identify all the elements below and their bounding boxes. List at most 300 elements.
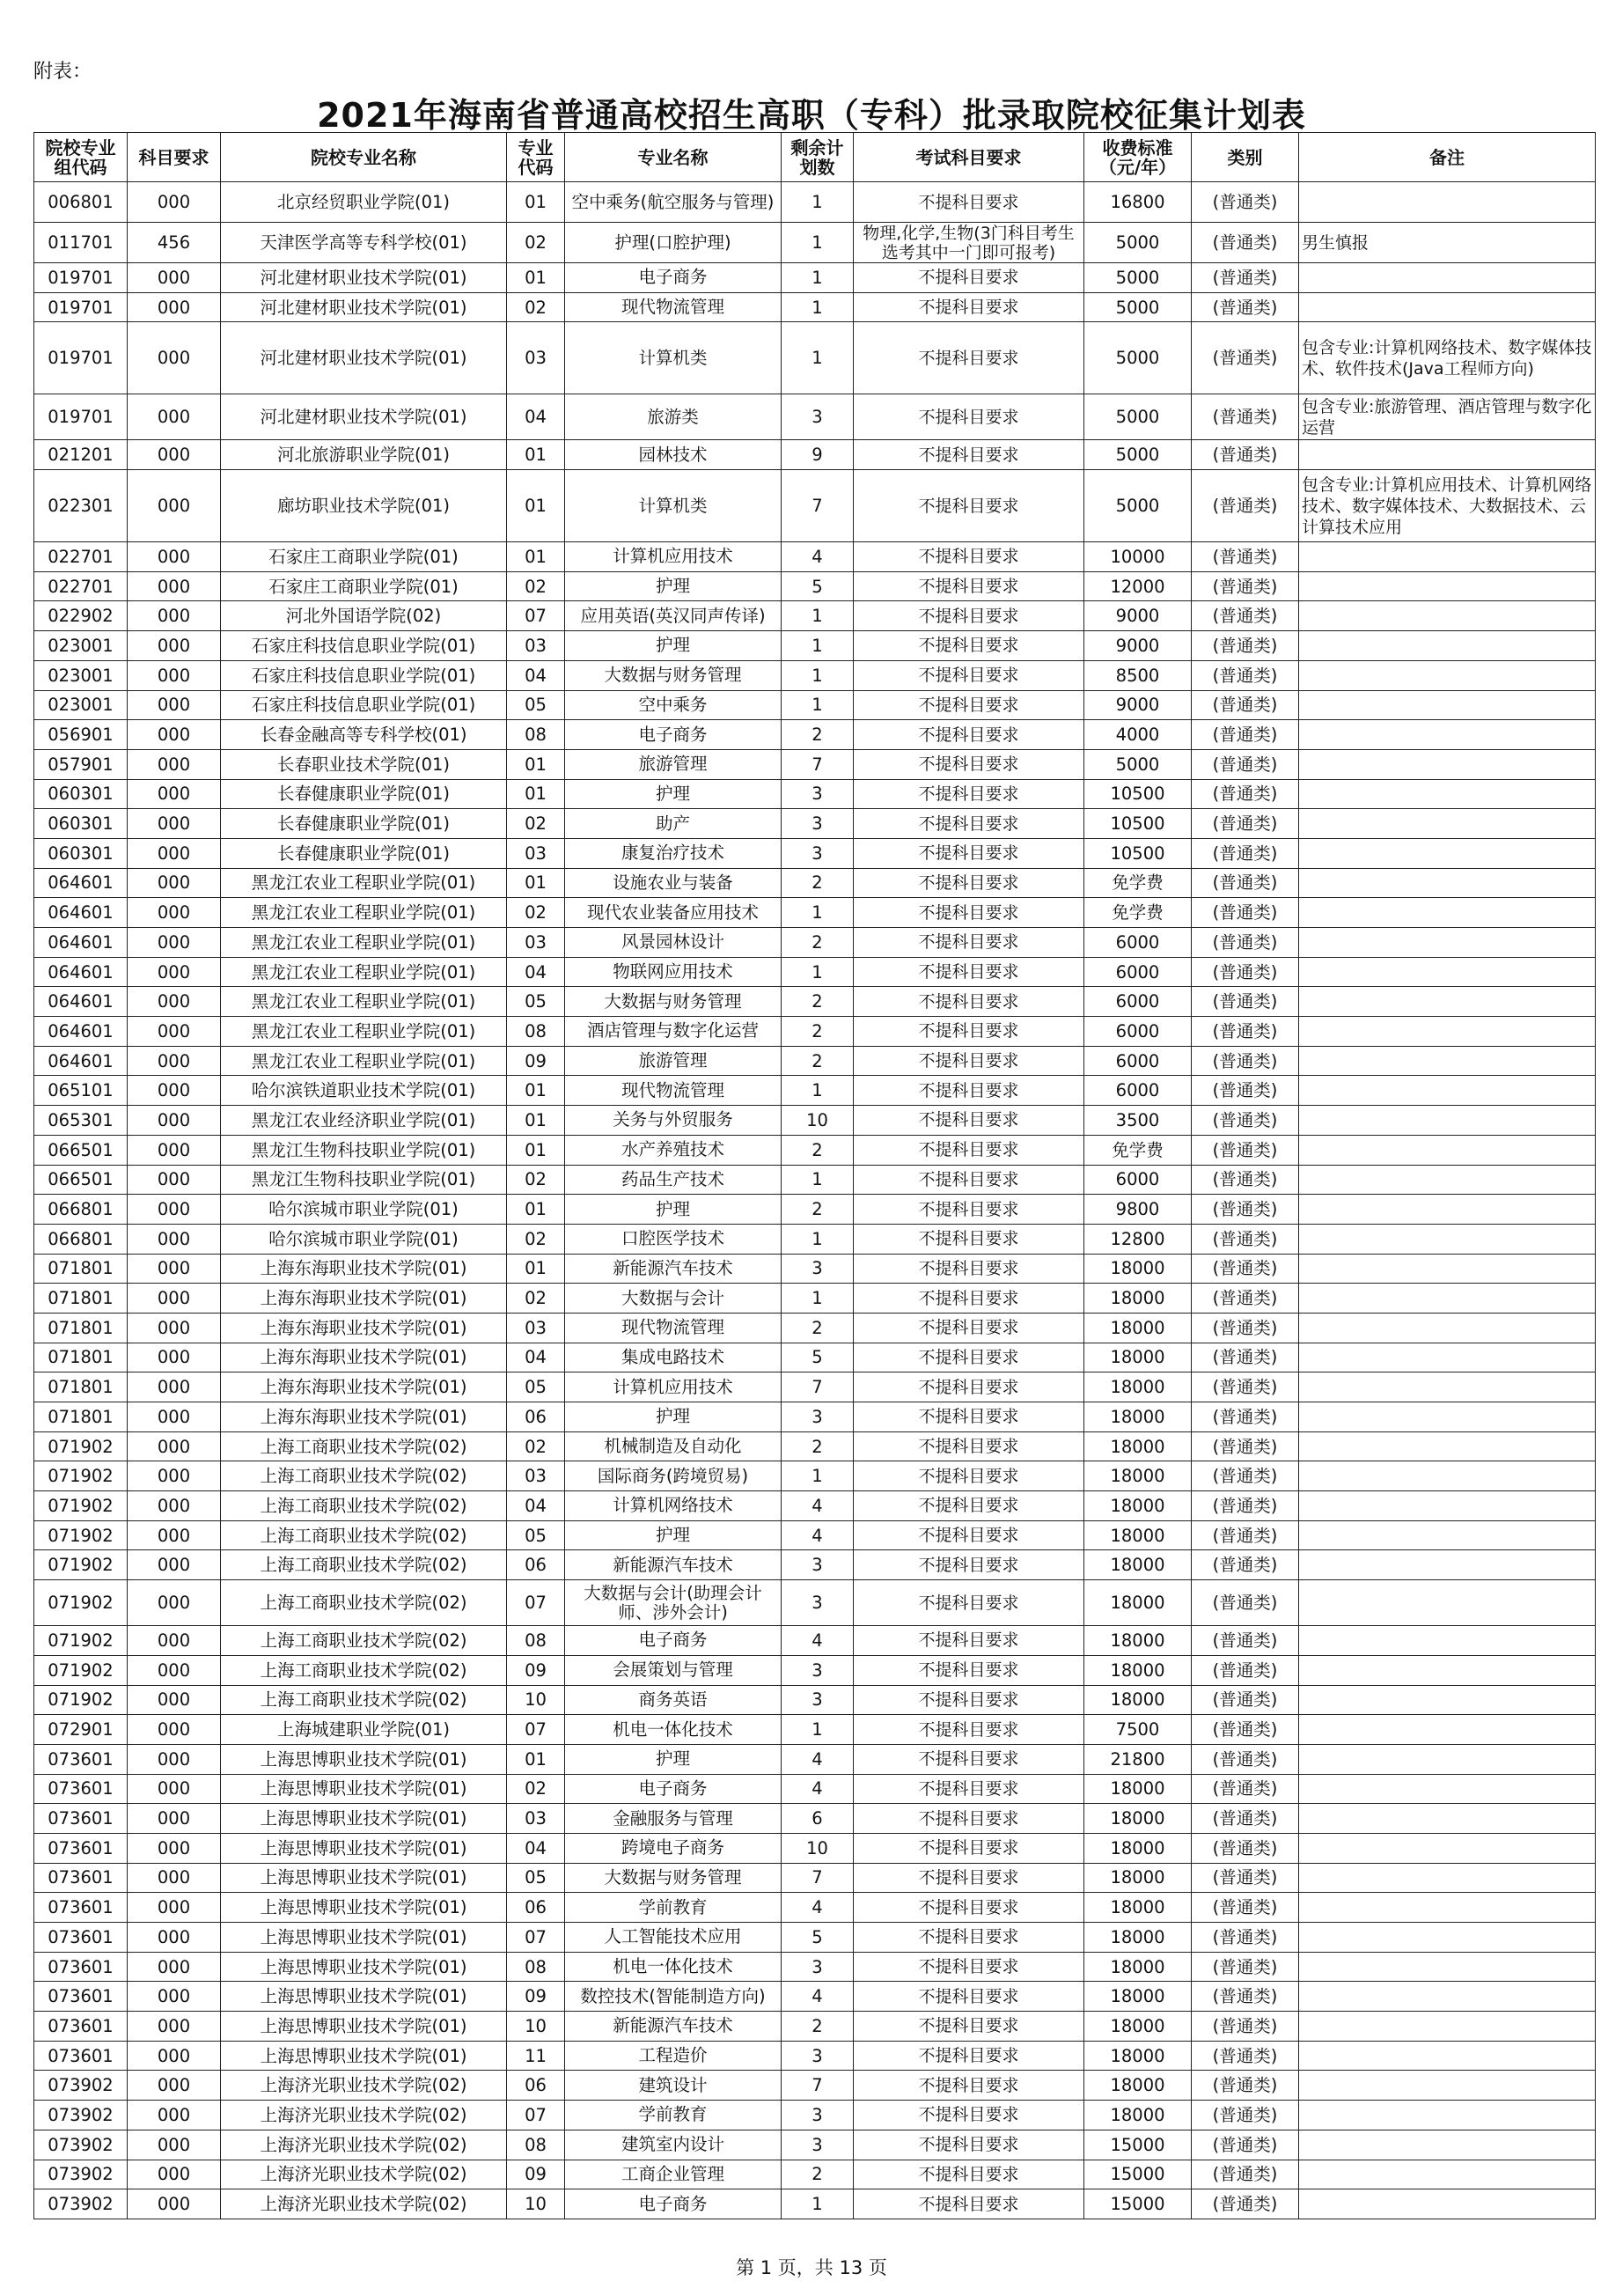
cell-fee: 15000 [1084, 2189, 1192, 2219]
cell-major-code: 01 [507, 1076, 565, 1106]
cell-school-name: 上海城建职业学院(01) [221, 1715, 507, 1745]
cell-subject-req: 000 [128, 263, 221, 293]
cell-category: (普通类) [1192, 1106, 1299, 1136]
cell-remaining: 1 [782, 1076, 854, 1106]
cell-exam-subjects: 不提科目要求 [854, 571, 1084, 601]
cell-remaining: 3 [782, 779, 854, 809]
cell-remarks: 包含专业:计算机应用技术、计算机网络技术、数字媒体技术、大数据技术、云计算技术应用 [1299, 470, 1596, 542]
cell-remarks: 男生慎报 [1299, 223, 1596, 263]
cell-remarks [1299, 1893, 1596, 1923]
cell-remaining: 2 [782, 2160, 854, 2189]
cell-remaining: 1 [782, 660, 854, 690]
cell-category: (普通类) [1192, 1195, 1299, 1225]
cell-remaining: 3 [782, 1685, 854, 1715]
cell-major-name: 关务与外贸服务 [565, 1106, 782, 1136]
cell-remarks [1299, 1491, 1596, 1521]
cell-subject-req: 000 [128, 292, 221, 322]
cell-group-code: 022701 [34, 571, 128, 601]
cell-remaining: 2 [782, 1313, 854, 1343]
cell-subject-req: 000 [128, 1982, 221, 2012]
table-row [34, 2012, 1596, 2042]
cell-category: (普通类) [1192, 957, 1299, 987]
cell-fee: 18000 [1084, 1923, 1192, 1953]
cell-major-code: 01 [507, 440, 565, 470]
cell-remaining: 3 [782, 1580, 854, 1626]
cell-major-code: 08 [507, 2130, 565, 2160]
cell-exam-subjects: 不提科目要求 [854, 1284, 1084, 1314]
cell-major-code: 04 [507, 394, 565, 440]
cell-subject-req: 000 [128, 2160, 221, 2189]
cell-group-code: 064601 [34, 1017, 128, 1047]
cell-remaining: 1 [782, 631, 854, 661]
cell-group-code: 023001 [34, 660, 128, 690]
cell-category: (普通类) [1192, 1135, 1299, 1165]
cell-fee: 21800 [1084, 1744, 1192, 1774]
cell-major-name: 机电一体化技术 [565, 1952, 782, 1982]
cell-remaining: 5 [782, 571, 854, 601]
table-row [34, 1313, 1596, 1343]
cell-major-code: 08 [507, 1952, 565, 1982]
cell-remarks [1299, 1076, 1596, 1106]
cell-category: (普通类) [1192, 779, 1299, 809]
cell-fee: 18000 [1084, 1431, 1192, 1461]
cell-fee: 7500 [1084, 1715, 1192, 1745]
cell-major-name: 机械制造及自动化 [565, 1431, 782, 1461]
cell-school-name: 上海思博职业技术学院(01) [221, 1833, 507, 1863]
cell-school-name: 长春金融高等专科学校(01) [221, 720, 507, 750]
cell-group-code: 072901 [34, 1715, 128, 1745]
cell-school-name: 上海思博职业技术学院(01) [221, 1744, 507, 1774]
cell-group-code: 023001 [34, 690, 128, 720]
cell-school-name: 上海济光职业技术学院(02) [221, 2101, 507, 2130]
cell-major-name: 护理 [565, 1744, 782, 1774]
cell-group-code: 006801 [34, 182, 128, 223]
cell-remaining: 2 [782, 1195, 854, 1225]
cell-subject-req: 000 [128, 1744, 221, 1774]
cell-school-name: 上海工商职业技术学院(02) [221, 1461, 507, 1491]
cell-exam-subjects: 不提科目要求 [854, 2130, 1084, 2160]
cell-exam-subjects: 不提科目要求 [854, 2012, 1084, 2042]
cell-remarks [1299, 631, 1596, 661]
cell-major-code: 08 [507, 1017, 565, 1047]
cell-category: (普通类) [1192, 1491, 1299, 1521]
cell-school-name: 上海思博职业技术学院(01) [221, 2041, 507, 2071]
cell-major-name: 电子商务 [565, 263, 782, 293]
cell-category: (普通类) [1192, 928, 1299, 958]
cell-group-code: 071902 [34, 1520, 128, 1550]
cell-exam-subjects: 不提科目要求 [854, 2189, 1084, 2219]
cell-category: (普通类) [1192, 690, 1299, 720]
cell-fee: 18000 [1084, 1343, 1192, 1372]
cell-major-code: 10 [507, 2189, 565, 2219]
cell-remaining: 2 [782, 720, 854, 750]
cell-group-code: 071801 [34, 1402, 128, 1432]
cell-major-name: 工程造价 [565, 2041, 782, 2071]
cell-group-code: 064601 [34, 898, 128, 928]
cell-fee: 15000 [1084, 2130, 1192, 2160]
cell-major-code: 03 [507, 1804, 565, 1834]
cell-remarks [1299, 2160, 1596, 2189]
cell-category: (普通类) [1192, 263, 1299, 293]
cell-fee: 6000 [1084, 1076, 1192, 1106]
cell-category: (普通类) [1192, 1254, 1299, 1284]
cell-group-code: 022902 [34, 601, 128, 631]
cell-subject-req: 000 [128, 1923, 221, 1953]
cell-exam-subjects: 不提科目要求 [854, 1017, 1084, 1047]
cell-subject-req: 000 [128, 1491, 221, 1521]
cell-subject-req: 000 [128, 1774, 221, 1804]
table-row [34, 1224, 1596, 1254]
cell-school-name: 河北建材职业技术学院(01) [221, 322, 507, 394]
cell-major-name: 酒店管理与数字化运营 [565, 1017, 782, 1047]
cell-subject-req: 000 [128, 1520, 221, 1550]
cell-remarks [1299, 809, 1596, 839]
cell-major-name: 会展策划与管理 [565, 1655, 782, 1685]
cell-school-name: 长春健康职业学院(01) [221, 809, 507, 839]
cell-remaining: 1 [782, 957, 854, 987]
cell-exam-subjects: 不提科目要求 [854, 1046, 1084, 1076]
cell-fee: 18000 [1084, 1655, 1192, 1685]
cell-fee: 12800 [1084, 1224, 1192, 1254]
cell-school-name: 上海思博职业技术学院(01) [221, 1952, 507, 1982]
table-row [34, 1402, 1596, 1432]
cell-exam-subjects: 不提科目要求 [854, 898, 1084, 928]
cell-fee: 6000 [1084, 1017, 1192, 1047]
table-row [34, 631, 1596, 661]
cell-subject-req: 000 [128, 868, 221, 898]
cell-group-code: 064601 [34, 957, 128, 987]
cell-fee: 6000 [1084, 1046, 1192, 1076]
cell-major-name: 康复治疗技术 [565, 838, 782, 868]
cell-major-name: 大数据与财务管理 [565, 987, 782, 1017]
cell-major-name: 护理 [565, 1520, 782, 1550]
cell-major-name: 计算机应用技术 [565, 542, 782, 572]
cell-remaining: 1 [782, 601, 854, 631]
cell-major-code: 03 [507, 1313, 565, 1343]
cell-subject-req: 000 [128, 1254, 221, 1284]
cell-fee: 5000 [1084, 292, 1192, 322]
cell-remarks [1299, 292, 1596, 322]
cell-exam-subjects: 不提科目要求 [854, 660, 1084, 690]
cell-major-name: 电子商务 [565, 720, 782, 750]
cell-fee: 18000 [1084, 1863, 1192, 1893]
cell-major-code: 02 [507, 292, 565, 322]
cell-exam-subjects: 不提科目要求 [854, 868, 1084, 898]
cell-remaining: 3 [782, 1402, 854, 1432]
cell-category: (普通类) [1192, 809, 1299, 839]
cell-exam-subjects: 不提科目要求 [854, 1343, 1084, 1372]
cell-subject-req: 000 [128, 928, 221, 958]
cell-exam-subjects: 不提科目要求 [854, 470, 1084, 542]
cell-fee: 9000 [1084, 601, 1192, 631]
cell-remaining: 3 [782, 1952, 854, 1982]
cell-category: (普通类) [1192, 1017, 1299, 1047]
cell-subject-req: 000 [128, 440, 221, 470]
table-row [34, 1343, 1596, 1372]
cell-remarks [1299, 1520, 1596, 1550]
cell-group-code: 065101 [34, 1076, 128, 1106]
cell-remaining: 3 [782, 2130, 854, 2160]
cell-subject-req: 000 [128, 1893, 221, 1923]
cell-group-code: 071902 [34, 1685, 128, 1715]
cell-remarks [1299, 1804, 1596, 1834]
cell-fee: 5000 [1084, 394, 1192, 440]
cell-school-name: 北京经贸职业学院(01) [221, 182, 507, 223]
table-row [34, 809, 1596, 839]
cell-fee: 10000 [1084, 542, 1192, 572]
cell-subject-req: 000 [128, 1106, 221, 1136]
cell-subject-req: 000 [128, 987, 221, 1017]
cell-exam-subjects: 不提科目要求 [854, 263, 1084, 293]
cell-school-name: 上海济光职业技术学院(02) [221, 2160, 507, 2189]
cell-school-name: 河北建材职业技术学院(01) [221, 292, 507, 322]
cell-fee: 5000 [1084, 749, 1192, 779]
cell-exam-subjects: 不提科目要求 [854, 809, 1084, 839]
cell-subject-req: 000 [128, 720, 221, 750]
cell-remarks [1299, 1626, 1596, 1656]
cell-major-code: 01 [507, 1106, 565, 1136]
cell-exam-subjects: 不提科目要求 [854, 2041, 1084, 2071]
cell-remaining: 1 [782, 1461, 854, 1491]
cell-group-code: 022301 [34, 470, 128, 542]
cell-major-name: 计算机网络技术 [565, 1491, 782, 1521]
table-row [34, 292, 1596, 322]
cell-major-code: 02 [507, 1224, 565, 1254]
cell-remarks [1299, 2012, 1596, 2042]
cell-fee: 免学费 [1084, 1135, 1192, 1165]
table-row [34, 1952, 1596, 1982]
cell-subject-req: 000 [128, 1313, 221, 1343]
cell-exam-subjects: 不提科目要求 [854, 1195, 1084, 1225]
cell-subject-req: 000 [128, 2041, 221, 2071]
cell-remaining: 1 [782, 1165, 854, 1195]
cell-category: (普通类) [1192, 1224, 1299, 1254]
cell-major-name: 护理 [565, 571, 782, 601]
cell-major-code: 04 [507, 1833, 565, 1863]
cell-school-name: 上海济光职业技术学院(02) [221, 2130, 507, 2160]
cell-group-code: 060301 [34, 838, 128, 868]
cell-subject-req: 000 [128, 470, 221, 542]
table-row [34, 660, 1596, 690]
cell-exam-subjects: 不提科目要求 [854, 1626, 1084, 1656]
cell-category: (普通类) [1192, 2130, 1299, 2160]
cell-fee: 4000 [1084, 720, 1192, 750]
cell-subject-req: 000 [128, 1165, 221, 1195]
cell-group-code: 057901 [34, 749, 128, 779]
table-row [34, 838, 1596, 868]
cell-category: (普通类) [1192, 542, 1299, 572]
cell-category: (普通类) [1192, 1520, 1299, 1550]
cell-exam-subjects: 不提科目要求 [854, 2160, 1084, 2189]
cell-category: (普通类) [1192, 1431, 1299, 1461]
cell-exam-subjects: 物理,化学,生物(3门科目考生选考其中一门即可报考) [854, 223, 1084, 263]
cell-major-name: 设施农业与装备 [565, 868, 782, 898]
cell-remaining: 10 [782, 1106, 854, 1136]
cell-exam-subjects: 不提科目要求 [854, 1461, 1084, 1491]
cell-fee: 18000 [1084, 1313, 1192, 1343]
cell-fee: 6000 [1084, 928, 1192, 958]
cell-subject-req: 000 [128, 1046, 221, 1076]
cell-remarks [1299, 1685, 1596, 1715]
table-row [34, 1982, 1596, 2012]
table-row [34, 868, 1596, 898]
cell-major-name: 跨境电子商务 [565, 1833, 782, 1863]
cell-major-code: 02 [507, 1165, 565, 1195]
cell-group-code: 066501 [34, 1135, 128, 1165]
cell-exam-subjects: 不提科目要求 [854, 1520, 1084, 1550]
cell-school-name: 长春健康职业学院(01) [221, 838, 507, 868]
cell-category: (普通类) [1192, 1655, 1299, 1685]
table-row [34, 1372, 1596, 1402]
table-row [34, 2101, 1596, 2130]
cell-school-name: 天津医学高等专科学校(01) [221, 223, 507, 263]
cell-category: (普通类) [1192, 2041, 1299, 2071]
cell-fee: 18000 [1084, 1774, 1192, 1804]
cell-school-name: 黑龙江农业工程职业学院(01) [221, 957, 507, 987]
cell-school-name: 上海工商职业技术学院(02) [221, 1431, 507, 1461]
table-row [34, 470, 1596, 542]
cell-major-code: 05 [507, 987, 565, 1017]
cell-school-name: 上海济光职业技术学院(02) [221, 2071, 507, 2101]
table-row [34, 182, 1596, 223]
cell-exam-subjects: 不提科目要求 [854, 2071, 1084, 2101]
cell-category: (普通类) [1192, 1774, 1299, 1804]
cell-exam-subjects: 不提科目要求 [854, 1106, 1084, 1136]
cell-major-code: 11 [507, 2041, 565, 2071]
cell-fee: 18000 [1084, 2071, 1192, 2101]
cell-fee: 6000 [1084, 957, 1192, 987]
cell-group-code: 022701 [34, 542, 128, 572]
cell-remarks [1299, 2071, 1596, 2101]
cell-remaining: 4 [782, 1774, 854, 1804]
table-row [34, 1195, 1596, 1225]
table-row [34, 779, 1596, 809]
cell-fee: 6000 [1084, 987, 1192, 1017]
cell-major-code: 04 [507, 957, 565, 987]
cell-major-name: 计算机类 [565, 322, 782, 394]
cell-school-name: 黑龙江农业经济职业学院(01) [221, 1106, 507, 1136]
cell-remarks [1299, 660, 1596, 690]
cell-major-code: 04 [507, 1343, 565, 1372]
cell-remaining: 4 [782, 1744, 854, 1774]
cell-exam-subjects: 不提科目要求 [854, 1313, 1084, 1343]
cell-major-code: 04 [507, 660, 565, 690]
cell-fee: 5000 [1084, 440, 1192, 470]
cell-remarks [1299, 1744, 1596, 1774]
cell-remarks [1299, 2101, 1596, 2130]
table-row [34, 223, 1596, 263]
cell-remarks [1299, 1017, 1596, 1047]
cell-remarks [1299, 1863, 1596, 1893]
cell-remaining: 3 [782, 394, 854, 440]
cell-subject-req: 000 [128, 690, 221, 720]
cell-group-code: 073601 [34, 1863, 128, 1893]
cell-remarks [1299, 987, 1596, 1017]
cell-group-code: 021201 [34, 440, 128, 470]
cell-remarks [1299, 1982, 1596, 2012]
cell-category: (普通类) [1192, 1580, 1299, 1626]
cell-remaining: 2 [782, 2012, 854, 2042]
table-row [34, 601, 1596, 631]
cell-school-name: 上海思博职业技术学院(01) [221, 2012, 507, 2042]
cell-fee: 18000 [1084, 1461, 1192, 1491]
cell-school-name: 哈尔滨铁道职业技术学院(01) [221, 1076, 507, 1106]
cell-group-code: 071902 [34, 1626, 128, 1656]
cell-group-code: 071902 [34, 1655, 128, 1685]
cell-major-name: 金融服务与管理 [565, 1804, 782, 1834]
cell-category: (普通类) [1192, 1863, 1299, 1893]
table-row [34, 1135, 1596, 1165]
cell-group-code: 073902 [34, 2101, 128, 2130]
cell-subject-req: 000 [128, 749, 221, 779]
table-row [34, 1520, 1596, 1550]
cell-subject-req: 000 [128, 2012, 221, 2042]
cell-remaining: 1 [782, 2189, 854, 2219]
cell-group-code: 073902 [34, 2160, 128, 2189]
cell-school-name: 上海思博职业技术学院(01) [221, 1923, 507, 1953]
cell-school-name: 河北建材职业技术学院(01) [221, 263, 507, 293]
table-row [34, 1580, 1596, 1626]
cell-major-code: 02 [507, 1284, 565, 1314]
cell-group-code: 071801 [34, 1372, 128, 1402]
cell-major-name: 工商企业管理 [565, 2160, 782, 2189]
cell-major-code: 01 [507, 542, 565, 572]
cell-subject-req: 000 [128, 1550, 221, 1580]
table-row [34, 1431, 1596, 1461]
table-row [34, 928, 1596, 958]
table-row [34, 1863, 1596, 1893]
cell-category: (普通类) [1192, 1461, 1299, 1491]
cell-remaining: 4 [782, 1491, 854, 1521]
cell-major-name: 计算机类 [565, 470, 782, 542]
cell-major-code: 10 [507, 1685, 565, 1715]
table-row [34, 2160, 1596, 2189]
cell-major-name: 电子商务 [565, 1626, 782, 1656]
table-row [34, 749, 1596, 779]
cell-category: (普通类) [1192, 1343, 1299, 1372]
cell-school-name: 上海东海职业技术学院(01) [221, 1402, 507, 1432]
cell-remarks [1299, 1461, 1596, 1491]
cell-major-name: 空中乘务(航空服务与管理) [565, 182, 782, 223]
cell-remaining: 3 [782, 1550, 854, 1580]
cell-school-name: 上海工商职业技术学院(02) [221, 1626, 507, 1656]
cell-fee: 16800 [1084, 182, 1192, 223]
cell-major-name: 现代物流管理 [565, 1076, 782, 1106]
cell-major-name: 大数据与会计 [565, 1284, 782, 1314]
table-row [34, 1284, 1596, 1314]
cell-school-name: 黑龙江农业工程职业学院(01) [221, 868, 507, 898]
cell-major-name: 护理 [565, 631, 782, 661]
cell-exam-subjects: 不提科目要求 [854, 1715, 1084, 1745]
cell-category: (普通类) [1192, 223, 1299, 263]
cell-group-code: 071902 [34, 1491, 128, 1521]
cell-major-name: 集成电路技术 [565, 1343, 782, 1372]
cell-major-name: 电子商务 [565, 1774, 782, 1804]
document-title: 2021年海南省普通高校招生高职（专科）批录取院校征集计划表 [317, 96, 1306, 135]
cell-remaining: 7 [782, 470, 854, 542]
cell-school-name: 哈尔滨城市职业学院(01) [221, 1195, 507, 1225]
cell-subject-req: 000 [128, 838, 221, 868]
cell-exam-subjects: 不提科目要求 [854, 631, 1084, 661]
header-major-code: 专业代码 [507, 133, 565, 182]
table-row [34, 690, 1596, 720]
cell-major-code: 03 [507, 322, 565, 394]
cell-fee: 18000 [1084, 1254, 1192, 1284]
cell-exam-subjects: 不提科目要求 [854, 749, 1084, 779]
cell-subject-req: 000 [128, 1833, 221, 1863]
cell-subject-req: 000 [128, 1402, 221, 1432]
cell-remarks [1299, 1774, 1596, 1804]
